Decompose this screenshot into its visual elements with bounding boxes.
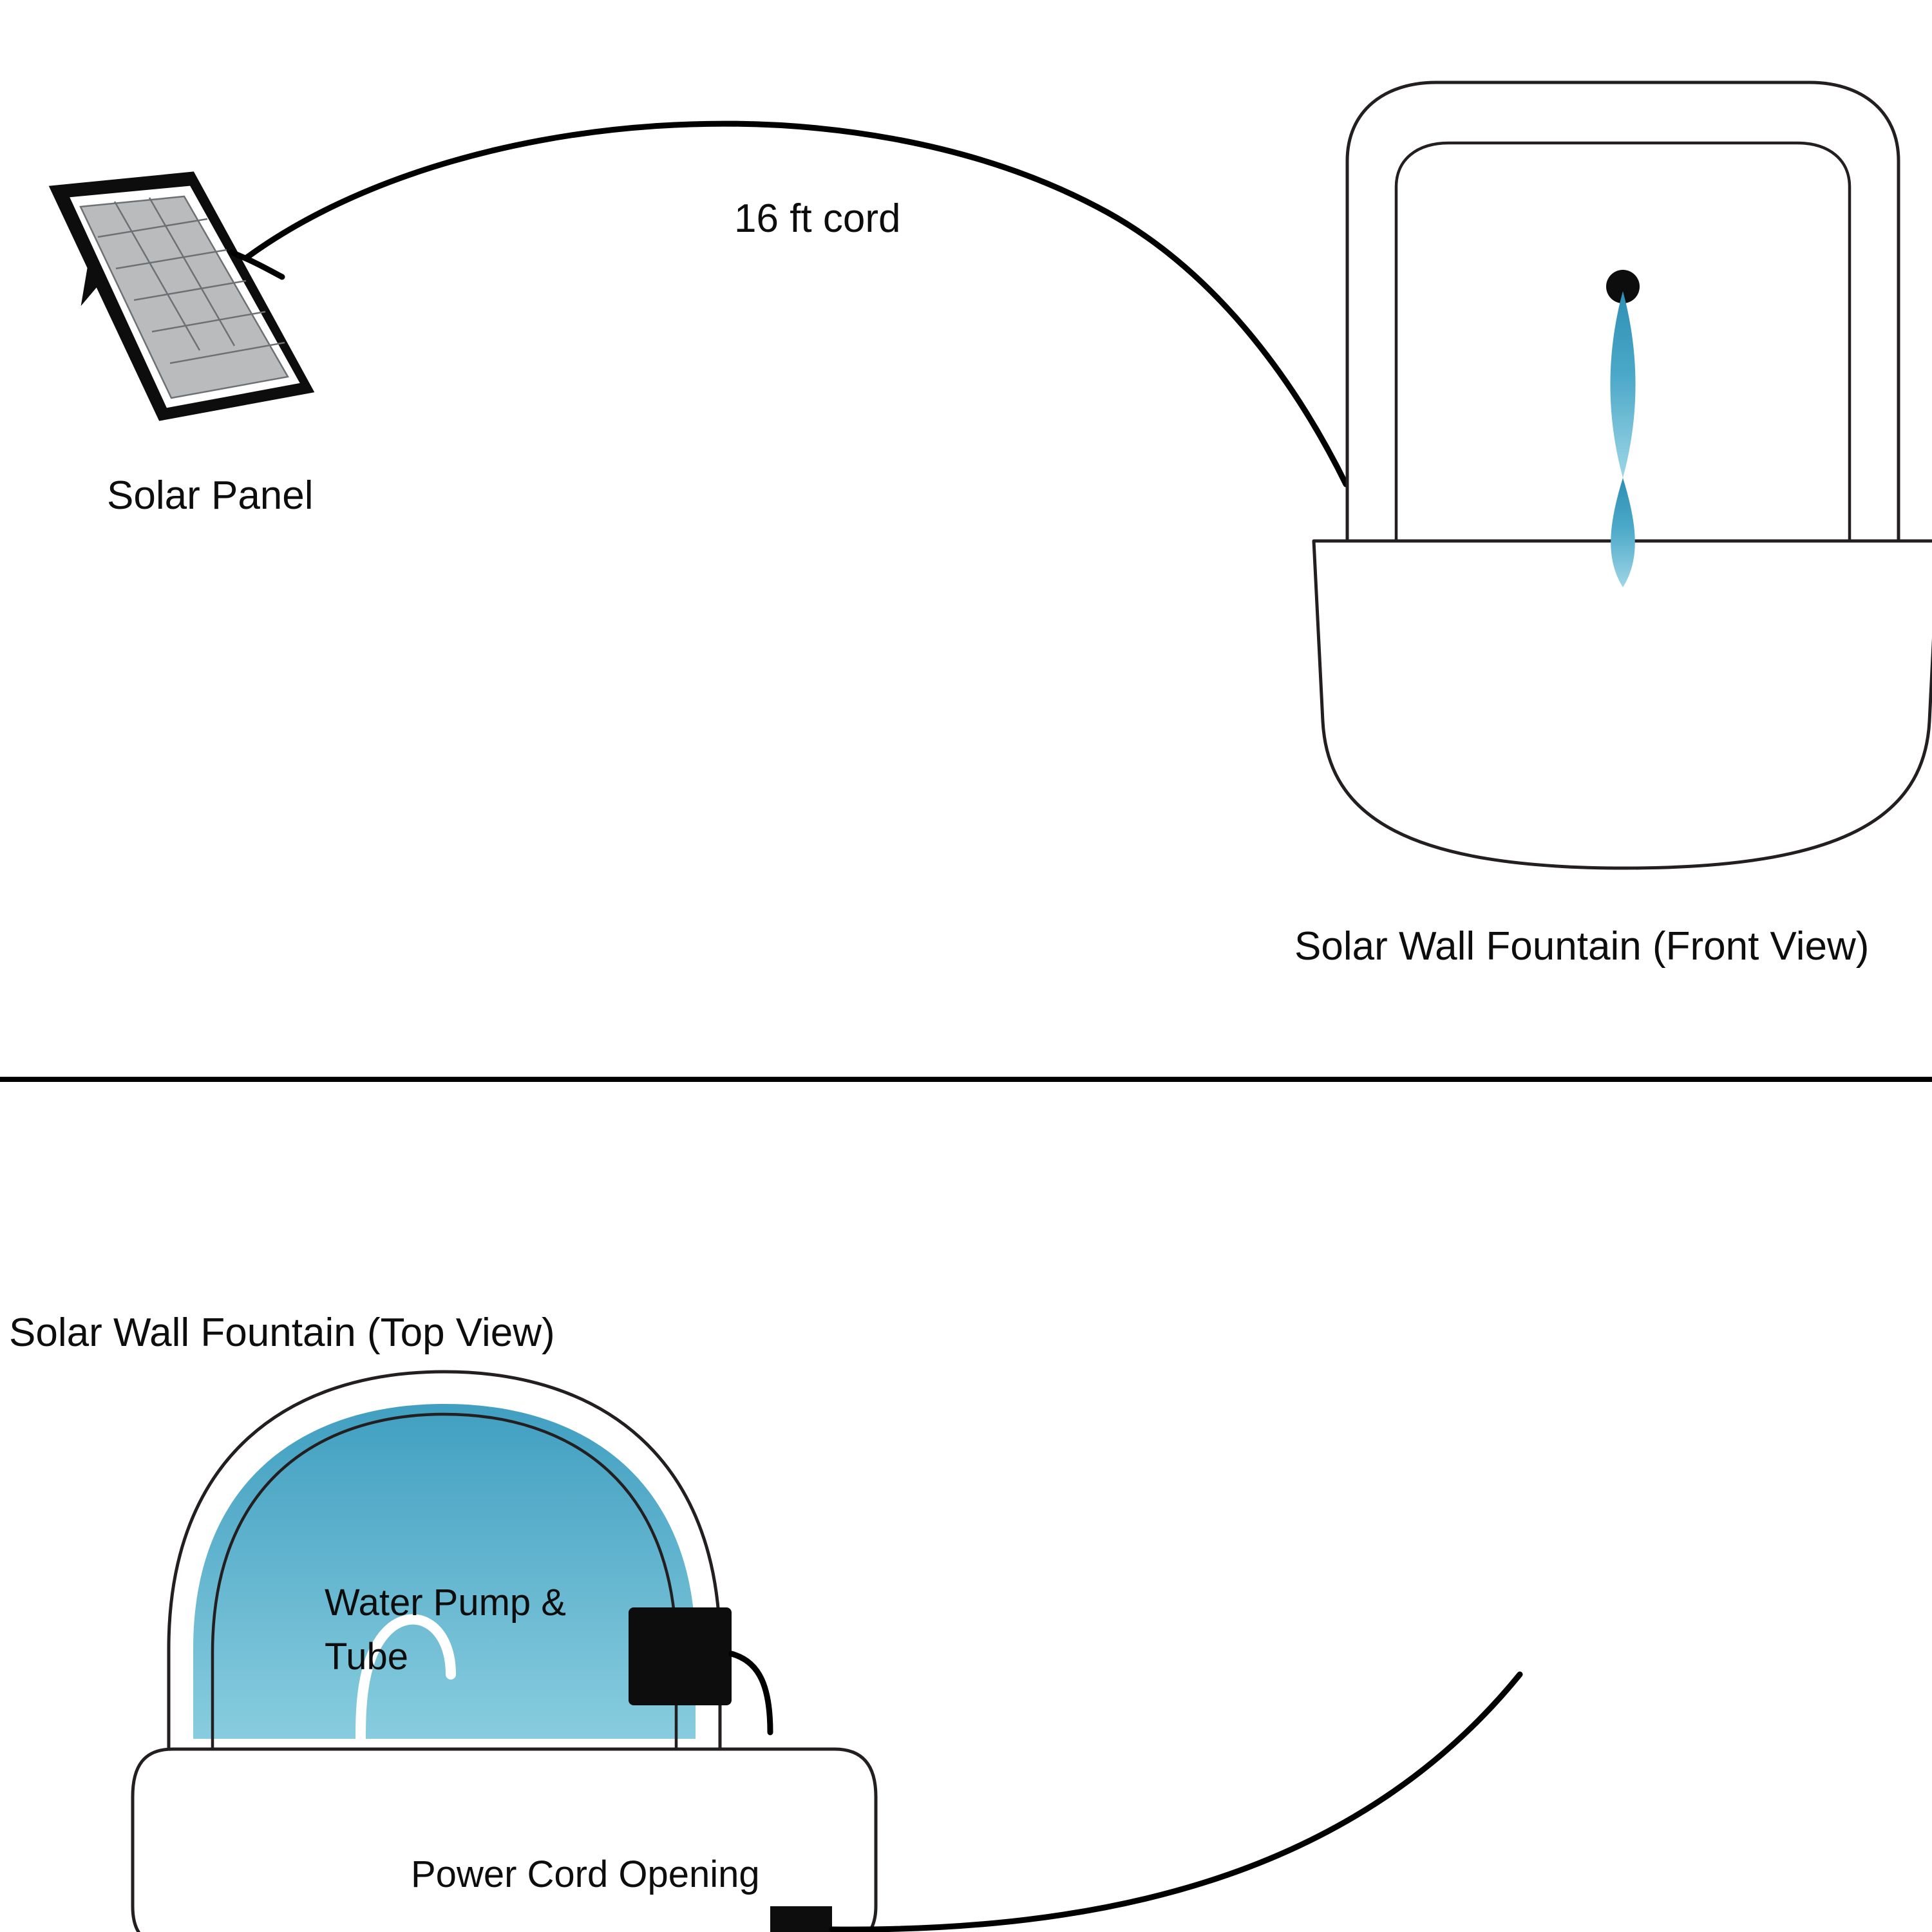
power-cord-opening-icon <box>770 1906 832 1932</box>
power-cord-bottom <box>832 1674 1520 1929</box>
fountain-front-icon <box>1314 82 1932 868</box>
fountain-top-icon <box>133 1372 876 1932</box>
water-pump-icon <box>629 1607 732 1705</box>
pump-label-line1: Water Pump & <box>325 1582 566 1624</box>
solar-panel-icon <box>50 173 313 420</box>
top-view-label: Solar Wall Fountain (Top View) <box>9 1311 555 1355</box>
pump-cord <box>732 1654 770 1732</box>
power-cord-top <box>247 124 1346 484</box>
front-view-label: Solar Wall Fountain (Front View) <box>1294 924 1870 969</box>
solar-panel-label: Solar Panel <box>107 473 314 518</box>
cord-opening-label: Power Cord Opening <box>411 1853 760 1895</box>
pump-label-line2: Tube <box>325 1636 409 1678</box>
cord-length-label: 16 ft cord <box>734 196 901 241</box>
